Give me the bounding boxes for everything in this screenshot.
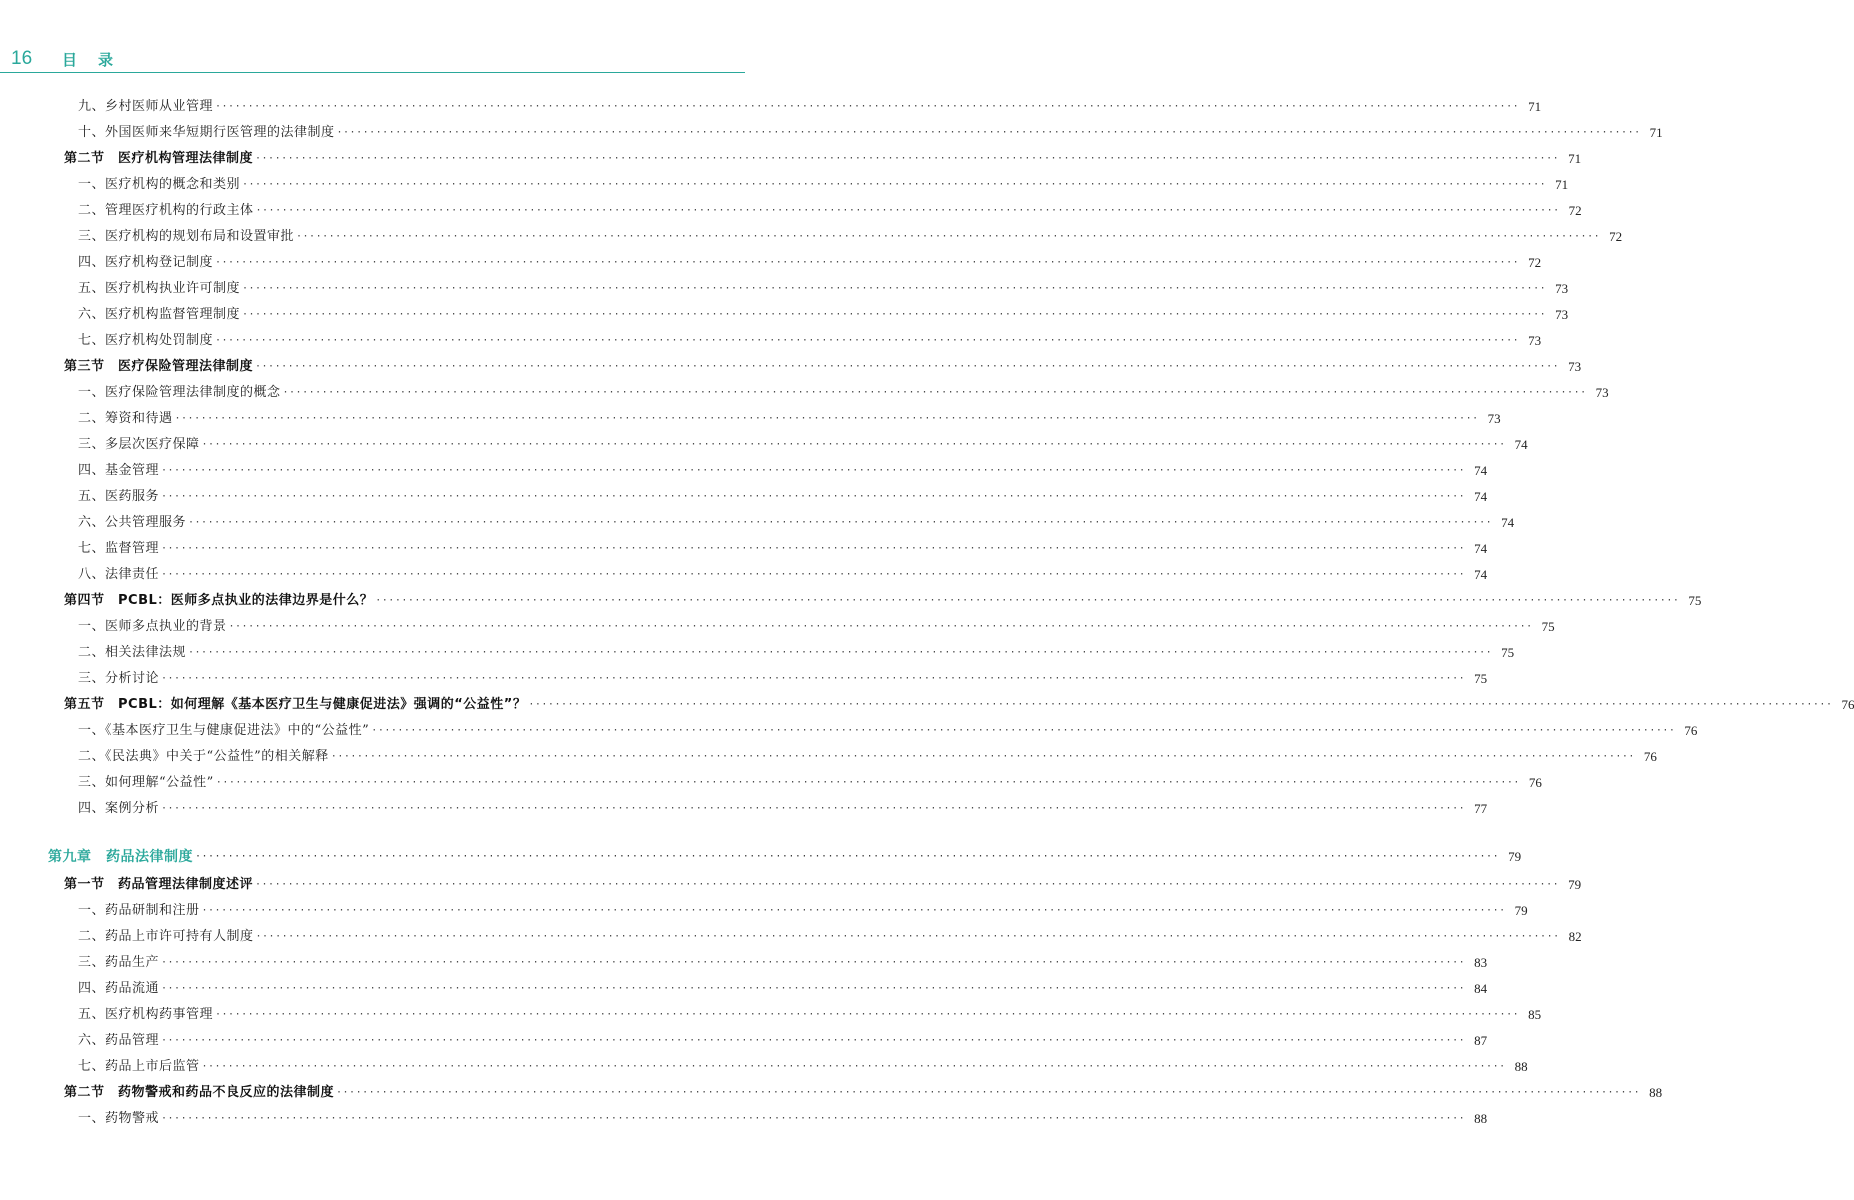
toc-entry-page-number: 73 — [1595, 385, 1609, 400]
toc-entry-title: 九、乡村医师从业管理 — [78, 99, 214, 114]
toc-entry-title: 五、医药服务 — [78, 489, 160, 504]
toc-entry-item[interactable] — [0, 1106, 1488, 1132]
toc-entry-page-number: 83 — [1474, 955, 1488, 970]
toc-entry-page-number: 88 — [1514, 1059, 1528, 1074]
dot-leader: ········································································································································································································ — [255, 931, 1560, 942]
toc-entry-item[interactable] — [0, 1028, 1488, 1054]
toc-entry-item[interactable] — [0, 484, 1488, 510]
dot-leader: ········································································································································································································ — [336, 127, 1641, 138]
toc-entry-page-number: 71 — [1649, 125, 1663, 140]
toc-entry-title: 五、医疗机构执业许可制度 — [78, 281, 241, 296]
toc-entry-page-number: 79 — [1568, 877, 1582, 892]
dot-leader: ········································································································································································································ — [161, 957, 1466, 968]
toc-entry-page-number: 74 — [1474, 541, 1488, 556]
toc-entry-page-number: 82 — [1568, 929, 1582, 944]
toc-entry-page-number: 75 — [1541, 619, 1555, 634]
dot-leader: ········································································································································································································ — [296, 231, 1601, 242]
toc-entry-item[interactable] — [0, 172, 1569, 198]
toc-entry-page-number: 71 — [1568, 151, 1582, 166]
toc-entry-page-number: 71 — [1555, 177, 1569, 192]
toc-entry-item[interactable] — [0, 510, 1515, 536]
dot-leader: ········································································································································································································ — [371, 725, 1676, 736]
dot-leader: ········································································································································································································ — [330, 751, 1635, 762]
dot-leader: ········································································································································································································ — [255, 205, 1560, 216]
dot-leader: ········································································································································································································ — [161, 803, 1466, 814]
table-of-contents — [0, 94, 1854, 1132]
toc-entry-page-number: 88 — [1649, 1085, 1663, 1100]
toc-entry-page-number: 77 — [1474, 801, 1488, 816]
toc-entry-page-number: 73 — [1487, 411, 1501, 426]
toc-entry-page-number: 84 — [1474, 981, 1488, 996]
toc-entry-page-number: 76 — [1684, 723, 1698, 738]
toc-entry-page-number: 74 — [1474, 463, 1488, 478]
toc-entry-title: 三、分析讨论 — [78, 671, 160, 686]
dot-leader: ········································································································································································································ — [161, 673, 1466, 684]
toc-entry-item[interactable] — [0, 924, 1582, 950]
dot-leader: ········································································································································································································ — [161, 1035, 1466, 1046]
toc-entry-page-number: 72 — [1528, 255, 1542, 270]
toc-entry-title: 三、药品生产 — [78, 955, 160, 970]
toc-entry-title: 一、药物警戒 — [78, 1111, 160, 1126]
dot-leader: ········································································································································································································ — [188, 517, 1493, 528]
toc-entry-item[interactable] — [0, 950, 1488, 976]
dot-leader: ········································································································································································································ — [161, 569, 1466, 580]
toc-entry-page-number: 73 — [1555, 307, 1569, 322]
toc-entry-title: 五、医疗机构药事管理 — [78, 1007, 214, 1022]
toc-entry-item[interactable] — [0, 120, 1663, 146]
running-header-title: 目录 — [62, 51, 135, 69]
toc-entry-page-number: 79 — [1514, 903, 1528, 918]
toc-entry-title: 六、公共管理服务 — [78, 515, 187, 530]
page-number: 16 — [11, 48, 33, 69]
toc-entry-page-number: 75 — [1688, 593, 1702, 608]
toc-entry-page-number: 74 — [1501, 515, 1515, 530]
dot-leader: ········································································································································································································ — [228, 621, 1533, 632]
toc-entry-title: 四、案例分析 — [78, 801, 160, 816]
dot-leader: ········································································································································································································ — [201, 439, 1506, 450]
dot-leader: ········································································································································································································ — [195, 851, 1500, 862]
dot-leader: ········································································································································································································ — [282, 387, 1587, 398]
toc-entry-item[interactable] — [0, 796, 1488, 822]
toc-entry-title: 三、多层次医疗保障 — [78, 437, 200, 452]
toc-entry-item[interactable] — [0, 458, 1488, 484]
toc-entry-item[interactable] — [0, 744, 1657, 770]
toc-entry-page-number: 75 — [1474, 671, 1488, 686]
toc-entry-section[interactable] — [0, 692, 1854, 718]
toc-entry-page-number: 85 — [1528, 1007, 1542, 1022]
dot-leader: ········································································································································································································ — [242, 283, 1547, 294]
toc-entry-page-number: 76 — [1643, 749, 1657, 764]
toc-entry-page-number: 73 — [1568, 359, 1582, 374]
toc-entry-item[interactable] — [0, 718, 1698, 744]
toc-entry-title: 第一节 药品管理法律制度述评 — [64, 877, 254, 892]
dot-leader: ········································································································································································································ — [215, 335, 1520, 346]
toc-entry-title: 第五节 PCBL：如何理解《基本医疗卫生与健康促进法》强调的“公益性”？ — [64, 697, 527, 712]
dot-leader: ········································································································································································································ — [161, 491, 1466, 502]
dot-leader: ········································································································································································································ — [242, 309, 1547, 320]
toc-entry-item[interactable] — [0, 406, 1501, 432]
toc-entry-page-number: 72 — [1609, 229, 1623, 244]
toc-entry-item[interactable] — [0, 640, 1515, 666]
toc-entry-title: 三、医疗机构的规划布局和设置审批 — [78, 229, 295, 244]
toc-entry-title: 第三节 医疗保险管理法律制度 — [64, 359, 254, 374]
page-header — [0, 0, 800, 80]
toc-entry-item[interactable] — [0, 1054, 1528, 1080]
dot-leader: ········································································································································································································ — [215, 101, 1520, 112]
toc-entry-title: 六、药品管理 — [78, 1033, 160, 1048]
toc-entry-page-number: 76 — [1841, 697, 1854, 712]
toc-entry-item[interactable] — [0, 898, 1528, 924]
toc-entry-page-number: 71 — [1528, 99, 1542, 114]
toc-entry-item[interactable] — [0, 770, 1542, 796]
toc-entry-title: 四、药品流通 — [78, 981, 160, 996]
toc-entry-title: 一、《基本医疗卫生与健康促进法》中的“公益性” — [78, 723, 370, 738]
toc-entry-title: 二、药品上市许可持有人制度 — [78, 929, 254, 944]
dot-leader: ········································································································································································································ — [174, 413, 1479, 424]
dot-leader: ········································································································································································································ — [161, 465, 1466, 476]
chapter-spacer — [0, 822, 800, 830]
toc-entry-page-number: 88 — [1474, 1111, 1488, 1126]
toc-entry-title: 一、医疗机构的概念和类别 — [78, 177, 241, 192]
dot-leader: ········································································································································································································ — [215, 777, 1520, 788]
toc-entry-item[interactable] — [0, 250, 1542, 276]
toc-entry-item[interactable] — [0, 536, 1488, 562]
dot-leader: ········································································································································································································ — [201, 905, 1506, 916]
toc-entry-section[interactable] — [0, 354, 1582, 380]
toc-entry-title: 六、医疗机构监督管理制度 — [78, 307, 241, 322]
toc-entry-page-number: 72 — [1568, 203, 1582, 218]
toc-entry-item[interactable] — [0, 328, 1542, 354]
toc-entry-page-number: 73 — [1555, 281, 1569, 296]
toc-entry-title: 一、医师多点执业的背景 — [78, 619, 227, 634]
dot-leader: ········································································································································································································ — [336, 1087, 1641, 1098]
toc-entry-title: 第九章 药品法律制度 — [48, 849, 193, 865]
toc-entry-page-number: 74 — [1474, 567, 1488, 582]
toc-entry-item[interactable] — [0, 976, 1488, 1002]
toc-entry-item[interactable] — [0, 1002, 1542, 1028]
toc-entry-title: 一、药品研制和注册 — [78, 903, 200, 918]
toc-entry-section[interactable] — [0, 872, 1582, 898]
header-divider — [0, 72, 745, 73]
toc-entry-title: 四、基金管理 — [78, 463, 160, 478]
toc-entry-page-number: 74 — [1514, 437, 1528, 452]
toc-entry-item[interactable] — [0, 432, 1528, 458]
toc-entry-item[interactable] — [0, 666, 1488, 692]
dot-leader: ········································································································································································································ — [255, 361, 1560, 372]
toc-entry-page-number: 74 — [1474, 489, 1488, 504]
dot-leader: ········································································································································································································ — [161, 1113, 1466, 1124]
toc-entry-title: 二、相关法律法规 — [78, 645, 187, 660]
toc-entry-item[interactable] — [0, 224, 1623, 250]
toc-entry-title: 七、药品上市后监管 — [78, 1059, 200, 1074]
toc-entry-item[interactable] — [0, 276, 1569, 302]
toc-entry-item[interactable] — [0, 380, 1609, 406]
toc-entry-page-number: 75 — [1501, 645, 1515, 660]
toc-entry-title: 二、管理医疗机构的行政主体 — [78, 203, 254, 218]
toc-entry-page-number: 87 — [1474, 1033, 1488, 1048]
toc-entry-title: 第二节 药物警戒和药品不良反应的法律制度 — [64, 1085, 335, 1100]
toc-entry-title: 三、如何理解“公益性” — [78, 775, 214, 790]
toc-entry-title: 七、医疗机构处罚制度 — [78, 333, 214, 348]
toc-entry-title: 二、《民法典》中关于“公益性”的相关解释 — [78, 749, 329, 764]
toc-entry-title: 四、医疗机构登记制度 — [78, 255, 214, 270]
toc-entry-page-number: 76 — [1528, 775, 1542, 790]
toc-entry-title: 十、外国医师来华短期行医管理的法律制度 — [78, 125, 335, 140]
toc-entry-page-number: 73 — [1528, 333, 1542, 348]
dot-leader: ········································································································································································································ — [215, 257, 1520, 268]
dot-leader: ········································································································································································································ — [375, 595, 1680, 606]
toc-entry-title: 二、筹资和待遇 — [78, 411, 173, 426]
dot-leader: ········································································································································································································ — [528, 699, 1833, 710]
toc-entry-title: 第四节 PCBL：医师多点执业的法律边界是什么？ — [64, 593, 374, 608]
dot-leader: ········································································································································································································ — [242, 179, 1547, 190]
toc-entry-section[interactable] — [0, 588, 1702, 614]
toc-entry-item[interactable] — [0, 94, 1542, 120]
toc-entry-title: 八、法律责任 — [78, 567, 160, 582]
dot-leader: ········································································································································································································ — [188, 647, 1493, 658]
toc-entry-item[interactable] — [0, 614, 1555, 640]
toc-entry-section[interactable] — [0, 146, 1582, 172]
dot-leader: ········································································································································································································ — [255, 879, 1560, 890]
toc-entry-item[interactable] — [0, 562, 1488, 588]
dot-leader: ········································································································································································································ — [161, 983, 1466, 994]
toc-entry-item[interactable] — [0, 198, 1582, 224]
toc-entry-title: 第二节 医疗机构管理法律制度 — [64, 151, 254, 166]
toc-entry-section[interactable] — [0, 1080, 1663, 1106]
toc-entry-chapter[interactable] — [0, 842, 1522, 872]
dot-leader: ········································································································································································································ — [161, 543, 1466, 554]
toc-entry-title: 七、监督管理 — [78, 541, 160, 556]
toc-entry-title: 一、医疗保险管理法律制度的概念 — [78, 385, 281, 400]
toc-entry-item[interactable] — [0, 302, 1569, 328]
dot-leader: ········································································································································································································ — [215, 1009, 1520, 1020]
toc-entry-page-number: 79 — [1508, 849, 1522, 864]
dot-leader: ········································································································································································································ — [255, 153, 1560, 164]
dot-leader: ········································································································································································································ — [201, 1061, 1506, 1072]
